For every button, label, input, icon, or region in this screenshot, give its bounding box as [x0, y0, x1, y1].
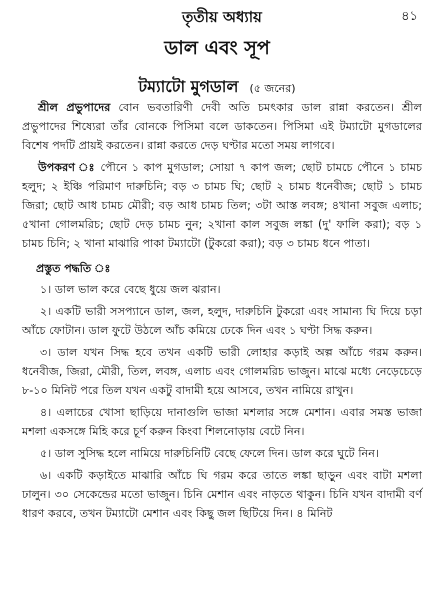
recipe-heading	[0, 74, 434, 101]
step-5: ৫। ডাল সুসিদ্ধ হলে নামিয়ে দারুচিনিটি বেছে ফেলে দিন। ডাল করে ঘুটে নিন।	[40, 447, 379, 460]
step-1: ১। ডাল ভাল করে বেছে ধুয়ে জল ঝরান।	[40, 283, 221, 296]
page-number: ৪১	[401, 9, 418, 24]
recipe-name: টম্যাটো মুগডাল	[138, 77, 239, 96]
page-header	[22, 6, 422, 28]
ingredients-paragraph	[22, 158, 422, 253]
ingredients-text: পৌনে ১ কাপ মুগডাল; সোয়া ৭ কাপ জল; ছোট চামচে পৌনে ১ চামচ হলুদ; ২ ইঞ্চি পরিমাণ দারুচিনি; বড় ৩ চামচ ঘি; ছোট ২ চামচ ধনেবীজ; ছোট ১ চামচ জিরা; ছোট আধ চামচ মৌরী; বড় আধ চামচ তিল; ৩টা আস্ত লবঙ্গ; ৪খানা সবুজ এলাচ; ৫খানা গোলমরিচ; ছোট দেড় চামচ নুন; ২খানা কাল সবুজ লঙ্কা (দু' ফালি করা); বড় ১ চামচ চিনি; ২ খানা মাঝারি পাকা টম্যাটো (টুকরো করা); বড় ৩ চামচ ধনে পাতা।	[22, 161, 422, 250]
recipe-serves: (৫ জনের)	[249, 82, 296, 95]
step-4: ৪। এলাচের খোসা ছাড়িয়ে দানাগুলি ভাজা মশলার সঙ্গে মেশান। এবার সমস্ত ভাজা মশলা একসঙ্গে মিহি করে চূর্ণ করুন কিংবা শিলনোড়ায় বেটে নিন।	[22, 406, 422, 438]
intro-paragraph	[22, 98, 422, 155]
step-6: ৬। একটি কড়াইতে মাঝারি আঁচে ঘি গরম করে তাতে লঙ্কা ছাড়ুন এবং বাটা মশলা ঢালুন। ৩০ সেকেন্ডের মতো ভাজুন। চিনি মেশান এবং নাড়তে থাকুন। চিনি যখন বাদামী বর্ণ ধারণ করবে, তখন টম্যাটো মেশান এবং কিছু জল ছিটিয়ে দিন। ৪ মিনিট	[22, 469, 422, 520]
intro-text: বোন ভবতারিণী দেবী অতি চমৎকার ডাল রান্না করতেন। শ্রীল প্রভুপাদের শিষ্যেরা তাঁর বোনকে পিসিমা বলে ডাকতেন। পিসিমা এই টম্যাটো মুগডালের বিশেষ পদটি প্রায়ই করতেন। রান্না করতে দেড় ঘণ্টার মতো সময় লাগবে।	[22, 101, 422, 152]
method-heading: প্রস্তুত পদ্ধতি ঃ	[36, 262, 111, 275]
intro-lead: শ্রীল প্রভুপাদের	[38, 101, 111, 114]
step-3: ৩। ডাল যখন সিদ্ধ হবে তখন একটি ভারী লোহার কড়াই অল্প আঁচে গরম করুন। ধনেবীজ, জিরা, মৌরী, তিল, লবঙ্গ, এলাচ এবং গোলমরিচ ভাজুন। মাঝে মধ্যে নেড়েচেড়ে ৮-১০ মিনিট পরে তিল যখন একটু বাদামী হয়ে আসবে, তখন নামিয়ে রাখুন।	[22, 346, 422, 397]
recipe-body	[22, 98, 422, 526]
chapter-heading: তৃতীয় অধ্যায়	[182, 8, 262, 26]
step-2: ২। একটি ভারী সসপ্যানে ডাল, জল, হলুদ, দারুচিনি টুকরো এবং সামান্য ঘি দিয়ে চড়া আঁচে ফোটান। ডাল ফুটে উঠলে আঁচ কমিয়ে ঢেকে দিন এবং ১ ঘণ্টা সিদ্ধ করুন।	[22, 305, 422, 337]
ingredients-label: উপকরণ ঃ	[38, 161, 96, 174]
section-title: ডাল এবং সূপ	[164, 37, 270, 59]
